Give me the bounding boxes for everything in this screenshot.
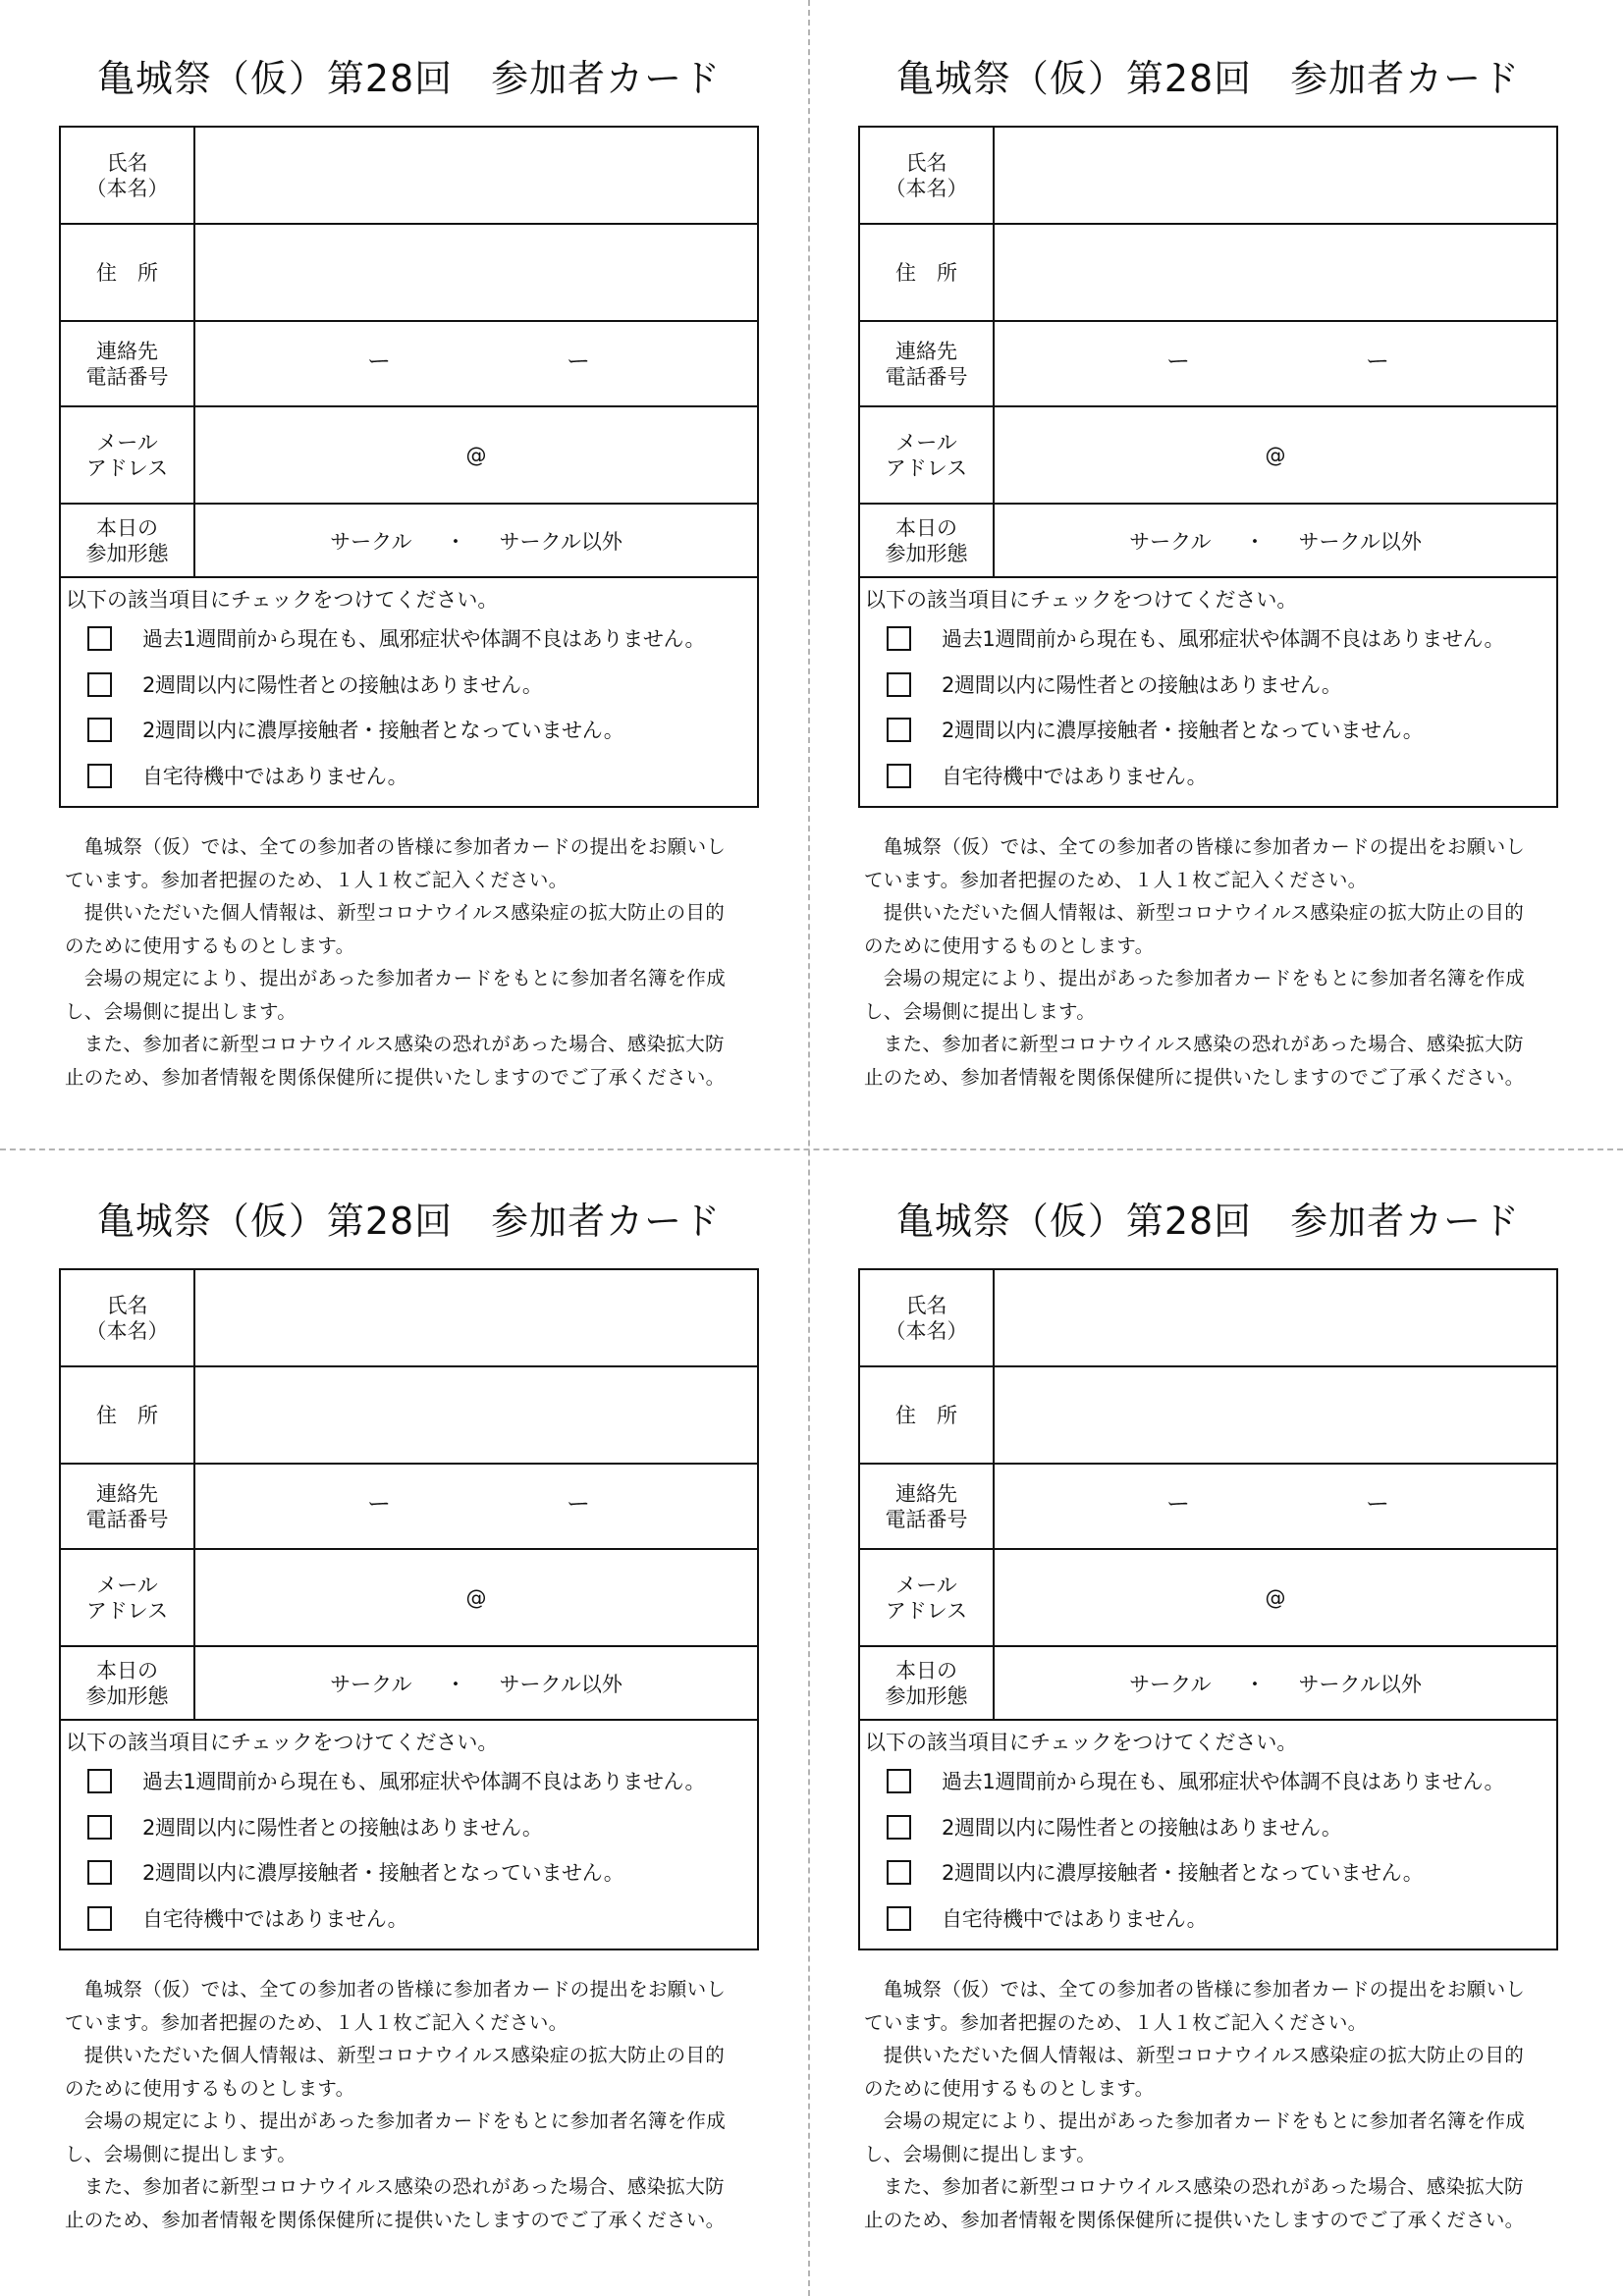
address-field[interactable]: [994, 224, 1557, 321]
row-name: [859, 1269, 1557, 1366]
checklist-item[interactable]: [87, 623, 705, 653]
phone-separator: ー: [1366, 1490, 1389, 1518]
label-line: 住 所: [96, 1403, 158, 1427]
label-line: アドレス: [85, 455, 169, 480]
checklist-item[interactable]: [887, 669, 1342, 699]
label-address: [859, 1366, 994, 1464]
row-address: [60, 224, 758, 321]
label-line: 住 所: [895, 1403, 957, 1427]
address-field[interactable]: [194, 1366, 758, 1464]
label-phone: [60, 1464, 194, 1549]
checkbox-icon[interactable]: [87, 1815, 112, 1840]
label-email: [859, 406, 994, 504]
participation-type-field: [994, 504, 1557, 577]
option-circle[interactable]: サークル: [330, 529, 412, 554]
label-phone: [60, 321, 194, 406]
at-sign: @: [1265, 443, 1286, 467]
notes-line: し、会場側に提出します。: [864, 999, 1097, 1023]
notes-line: 提供いただいた個人情報は、新型コロナウイルス感染症の拡大防止の目的: [864, 2044, 1525, 2066]
label-line: 住 所: [895, 260, 957, 285]
checklist-item-label: 自宅待機中ではありません。: [942, 1907, 1208, 1931]
card-top-right: [799, 0, 1610, 1147]
option-circle[interactable]: サークル: [1129, 1672, 1212, 1696]
phone-separator: ー: [1166, 347, 1190, 375]
notes-line: ています。参加者把握のため、１人１枚ご記入ください。: [864, 868, 1368, 891]
label-participation-type: [60, 504, 194, 577]
row-phone: [60, 321, 758, 406]
email-field[interactable]: [994, 1549, 1557, 1646]
name-field[interactable]: [994, 127, 1557, 224]
participation-type-field: [194, 1646, 758, 1720]
checklist-item-label: 2週間以内に濃厚接触者・接触者となっていません。: [142, 1861, 624, 1885]
checkbox-icon[interactable]: [887, 1906, 911, 1931]
checkbox-icon[interactable]: [887, 764, 911, 788]
notes-line: 提供いただいた個人情報は、新型コロナウイルス感染症の拡大防止の目的: [65, 901, 726, 924]
notes-line: ています。参加者把握のため、１人１枚ご記入ください。: [65, 2010, 568, 2034]
notes-line: また、参加者に新型コロナウイルス感染の恐れがあった場合、感染拡大防: [65, 1033, 725, 1055]
label-line: 連絡先: [895, 339, 957, 363]
label-line: 電話番号: [85, 364, 169, 389]
label-participation-type: [60, 1646, 194, 1720]
checklist-item[interactable]: [887, 715, 1423, 744]
checklist-item[interactable]: [887, 1857, 1423, 1887]
checklist-item-label: 2週間以内に陽性者との接触はありません。: [142, 1816, 543, 1840]
checklist-item[interactable]: [87, 1903, 407, 1933]
email-field[interactable]: [194, 1549, 758, 1646]
checklist-item-label: 過去1週間前から現在も、風邪症状や体調不良はありません。: [942, 1770, 1505, 1793]
checklist-section: [859, 577, 1557, 807]
label-phone: [859, 1464, 994, 1549]
checklist-item[interactable]: [887, 623, 1504, 653]
name-field[interactable]: [994, 1269, 1557, 1366]
checklist-item-label: 2週間以内に陽性者との接触はありません。: [942, 1816, 1342, 1840]
label-line: 連絡先: [96, 339, 158, 363]
label-participation-type: [859, 504, 994, 577]
name-field[interactable]: [194, 127, 758, 224]
checklist-item[interactable]: [87, 761, 407, 790]
label-address: [60, 1366, 194, 1464]
notes-line: また、参加者に新型コロナウイルス感染の恐れがあった場合、感染拡大防: [864, 1033, 1524, 1055]
checklist-item-label: 過去1週間前から現在も、風邪症状や体調不良はありません。: [942, 627, 1505, 651]
checklist-instruction: 以下の該当項目にチェックをつけてください。: [66, 588, 499, 612]
row-phone: [60, 1464, 758, 1549]
label-line: 連絡先: [895, 1481, 957, 1506]
row-participation-type: [60, 1646, 758, 1720]
checkbox-icon[interactable]: [87, 1769, 112, 1793]
notes-text: [864, 830, 1555, 1094]
option-circle[interactable]: サークル: [1129, 529, 1212, 554]
row-checklist: [859, 1720, 1557, 1949]
phone-field[interactable]: [194, 321, 758, 406]
row-phone: [859, 321, 1557, 406]
checklist-instruction: 以下の該当項目にチェックをつけてください。: [865, 1731, 1298, 1754]
label-line: 本日の: [96, 1658, 158, 1682]
row-email: [859, 406, 1557, 504]
checklist-instruction: 以下の該当項目にチェックをつけてください。: [865, 588, 1298, 612]
label-line: 参加形態: [885, 1683, 968, 1708]
label-name: [859, 1269, 994, 1366]
label-line: アドレス: [885, 455, 968, 480]
row-participation-type: [859, 504, 1557, 577]
notes-text: [65, 830, 756, 1094]
notes-text: [864, 1973, 1555, 2236]
checklist-instruction: 以下の該当項目にチェックをつけてください。: [66, 1731, 499, 1754]
notes-line: のために使用するものとします。: [864, 934, 1155, 957]
row-address: [60, 1366, 758, 1464]
notes-line: のために使用するものとします。: [864, 2076, 1155, 2100]
notes-line: のために使用するものとします。: [65, 934, 355, 957]
participant-form-table: [858, 126, 1558, 808]
checklist-section: [60, 1720, 758, 1949]
checkbox-icon[interactable]: [87, 718, 112, 742]
participant-form-table: [59, 126, 759, 808]
label-address: [859, 224, 994, 321]
phone-field[interactable]: [194, 1464, 758, 1549]
label-line: 氏名: [106, 1293, 148, 1317]
notes-line: 止のため、参加者情報を関係保健所に提供いたしますのでご了承ください。: [864, 1065, 1525, 1089]
card-title: 亀城祭（仮）第28回 参加者カード: [895, 1200, 1521, 1243]
notes-line: ています。参加者把握のため、１人１枚ご記入ください。: [65, 868, 568, 891]
notes-line: 亀城祭（仮）では、全ての参加者の皆様に参加者カードの提出をお願いし: [864, 1978, 1526, 2001]
label-line: 氏名: [905, 1293, 947, 1317]
checklist-item-label: 2週間以内に濃厚接触者・接触者となっていません。: [142, 719, 624, 742]
phone-separator: ー: [567, 1490, 590, 1518]
notes-line: 提供いただいた個人情報は、新型コロナウイルス感染症の拡大防止の目的: [864, 901, 1525, 924]
checklist-item[interactable]: [887, 761, 1207, 790]
row-checklist: [60, 1720, 758, 1949]
phone-field[interactable]: [994, 1464, 1557, 1549]
label-line: メール: [96, 1573, 158, 1597]
notes-line: し、会場側に提出します。: [65, 999, 298, 1023]
checkbox-icon[interactable]: [87, 1860, 112, 1885]
checklist-item[interactable]: [887, 1812, 1342, 1842]
label-email: [60, 406, 194, 504]
notes-line: 亀城祭（仮）では、全ての参加者の皆様に参加者カードの提出をお願いし: [65, 835, 727, 858]
label-line: 電話番号: [85, 1507, 169, 1531]
label-line: メール: [895, 430, 957, 454]
participation-type-field: [194, 504, 758, 577]
phone-separator: ー: [1166, 1490, 1190, 1518]
label-phone: [859, 321, 994, 406]
checklist-item-label: 2週間以内に濃厚接触者・接触者となっていません。: [942, 1861, 1424, 1885]
option-separator: ・: [445, 1672, 466, 1696]
row-email: [60, 406, 758, 504]
label-line: 本日の: [895, 515, 957, 540]
address-field[interactable]: [994, 1366, 1557, 1464]
label-line: 氏名: [905, 150, 947, 175]
card-title: 亀城祭（仮）第28回 参加者カード: [895, 57, 1521, 100]
notes-line: 止のため、参加者情報を関係保健所に提供いたしますのでご了承ください。: [65, 2208, 726, 2231]
row-name: [60, 127, 758, 224]
checklist-item-label: 2週間以内に陽性者との接触はありません。: [142, 673, 543, 697]
checkbox-icon[interactable]: [87, 672, 112, 697]
option-non-circle[interactable]: サークル以外: [1298, 1672, 1422, 1696]
checklist-item-label: 自宅待機中ではありません。: [142, 765, 408, 788]
label-email: [859, 1549, 994, 1646]
phone-separator: ー: [1366, 347, 1389, 375]
checklist-item-label: 自宅待機中ではありません。: [142, 1907, 408, 1931]
notes-line: 亀城祭（仮）では、全ての参加者の皆様に参加者カードの提出をお願いし: [864, 835, 1526, 858]
email-field[interactable]: [994, 406, 1557, 504]
phone-field[interactable]: [994, 321, 1557, 406]
label-line: 電話番号: [885, 1507, 968, 1531]
checkbox-icon[interactable]: [887, 1769, 911, 1793]
checkbox-icon[interactable]: [887, 626, 911, 651]
option-non-circle[interactable]: サークル以外: [499, 1672, 622, 1696]
checkbox-icon[interactable]: [887, 672, 911, 697]
notes-line: 亀城祭（仮）では、全ての参加者の皆様に参加者カードの提出をお願いし: [65, 1978, 727, 2001]
notes-line: 会場の規定により、提出があった参加者カードをもとに参加者名簿を作成: [864, 967, 1526, 989]
participation-type-field: [994, 1646, 1557, 1720]
notes-line: し、会場側に提出します。: [65, 2142, 298, 2165]
option-separator: ・: [445, 529, 466, 554]
option-non-circle[interactable]: サークル以外: [499, 529, 622, 554]
checklist-item[interactable]: [87, 1812, 543, 1842]
checklist-section: [60, 577, 758, 807]
phone-separator: ー: [567, 347, 590, 375]
label-line: 参加形態: [885, 541, 968, 565]
checklist-item-label: 自宅待機中ではありません。: [942, 765, 1208, 788]
checklist-item[interactable]: [887, 1766, 1504, 1795]
label-line: メール: [895, 1573, 957, 1597]
card-bottom-right: [799, 1143, 1610, 2289]
label-line: 本日の: [895, 1658, 957, 1682]
row-name: [60, 1269, 758, 1366]
label-line: 電話番号: [885, 364, 968, 389]
checklist-item-label: 過去1週間前から現在も、風邪症状や体調不良はありません。: [142, 1770, 706, 1793]
label-line: アドレス: [85, 1598, 169, 1623]
label-name: [859, 127, 994, 224]
checklist-item[interactable]: [87, 1766, 705, 1795]
label-name: [60, 127, 194, 224]
row-email: [60, 1549, 758, 1646]
card-top-left: [0, 0, 811, 1147]
notes-line: 提供いただいた個人情報は、新型コロナウイルス感染症の拡大防止の目的: [65, 2044, 726, 2066]
at-sign: @: [465, 1585, 487, 1610]
label-line: 参加形態: [85, 1683, 169, 1708]
notes-line: また、参加者に新型コロナウイルス感染の恐れがあった場合、感染拡大防: [864, 2175, 1524, 2198]
row-participation-type: [60, 504, 758, 577]
notes-line: ています。参加者把握のため、１人１枚ご記入ください。: [864, 2010, 1368, 2034]
notes-line: また、参加者に新型コロナウイルス感染の恐れがあった場合、感染拡大防: [65, 2175, 725, 2198]
label-line: 本日の: [96, 515, 158, 540]
notes-line: 会場の規定により、提出があった参加者カードをもとに参加者名簿を作成: [65, 967, 727, 989]
checkbox-icon[interactable]: [887, 718, 911, 742]
option-circle[interactable]: サークル: [330, 1672, 412, 1696]
notes-line: し、会場側に提出します。: [864, 2142, 1097, 2165]
row-email: [859, 1549, 1557, 1646]
card-title: 亀城祭（仮）第28回 参加者カード: [96, 57, 722, 100]
label-address: [60, 224, 194, 321]
checklist-item[interactable]: [887, 1903, 1207, 1933]
label-line: アドレス: [885, 1598, 968, 1623]
row-checklist: [60, 577, 758, 807]
label-line: 参加形態: [85, 541, 169, 565]
notes-line: のために使用するものとします。: [65, 2076, 355, 2100]
row-checklist: [859, 577, 1557, 807]
option-non-circle[interactable]: サークル以外: [1298, 529, 1422, 554]
checklist-item-label: 過去1週間前から現在も、風邪症状や体調不良はありません。: [142, 627, 706, 651]
notes-line: 会場の規定により、提出があった参加者カードをもとに参加者名簿を作成: [864, 2109, 1526, 2132]
at-sign: @: [465, 443, 487, 467]
label-line: （本名）: [85, 1318, 169, 1343]
participant-form-table: [858, 1268, 1558, 1950]
checkbox-icon[interactable]: [87, 764, 112, 788]
row-address: [859, 224, 1557, 321]
checkbox-icon[interactable]: [87, 626, 112, 651]
label-line: 連絡先: [96, 1481, 158, 1506]
checklist-item[interactable]: [87, 669, 543, 699]
label-name: [60, 1269, 194, 1366]
row-name: [859, 127, 1557, 224]
checklist-item-label: 2週間以内に濃厚接触者・接触者となっていません。: [942, 719, 1424, 742]
notes-line: 止のため、参加者情報を関係保健所に提供いたしますのでご了承ください。: [864, 2208, 1525, 2231]
checklist-item-label: 2週間以内に陽性者との接触はありません。: [942, 673, 1342, 697]
participant-form-table: [59, 1268, 759, 1950]
label-line: 住 所: [96, 260, 158, 285]
checklist-item[interactable]: [87, 1857, 623, 1887]
label-line: （本名）: [85, 176, 169, 200]
notes-line: 止のため、参加者情報を関係保健所に提供いたしますのでご了承ください。: [65, 1065, 726, 1089]
phone-separator: ー: [367, 1490, 391, 1518]
card-title: 亀城祭（仮）第28回 参加者カード: [96, 1200, 722, 1243]
label-line: 氏名: [106, 150, 148, 175]
notes-text: [65, 1973, 756, 2236]
label-participation-type: [859, 1646, 994, 1720]
label-line: メール: [96, 430, 158, 454]
card-bottom-left: [0, 1143, 811, 2289]
phone-separator: ー: [367, 347, 391, 375]
row-phone: [859, 1464, 1557, 1549]
checklist-section: [859, 1720, 1557, 1949]
label-line: （本名）: [885, 1318, 968, 1343]
checkbox-icon[interactable]: [887, 1815, 911, 1840]
name-field[interactable]: [194, 1269, 758, 1366]
option-separator: ・: [1244, 529, 1266, 554]
checkbox-icon[interactable]: [887, 1860, 911, 1885]
option-separator: ・: [1244, 1672, 1266, 1696]
address-field[interactable]: [194, 224, 758, 321]
checkbox-icon[interactable]: [87, 1906, 112, 1931]
label-line: （本名）: [885, 176, 968, 200]
email-field[interactable]: [194, 406, 758, 504]
notes-line: 会場の規定により、提出があった参加者カードをもとに参加者名簿を作成: [65, 2109, 727, 2132]
checklist-item[interactable]: [87, 715, 623, 744]
at-sign: @: [1265, 1585, 1286, 1610]
row-participation-type: [859, 1646, 1557, 1720]
row-address: [859, 1366, 1557, 1464]
label-email: [60, 1549, 194, 1646]
